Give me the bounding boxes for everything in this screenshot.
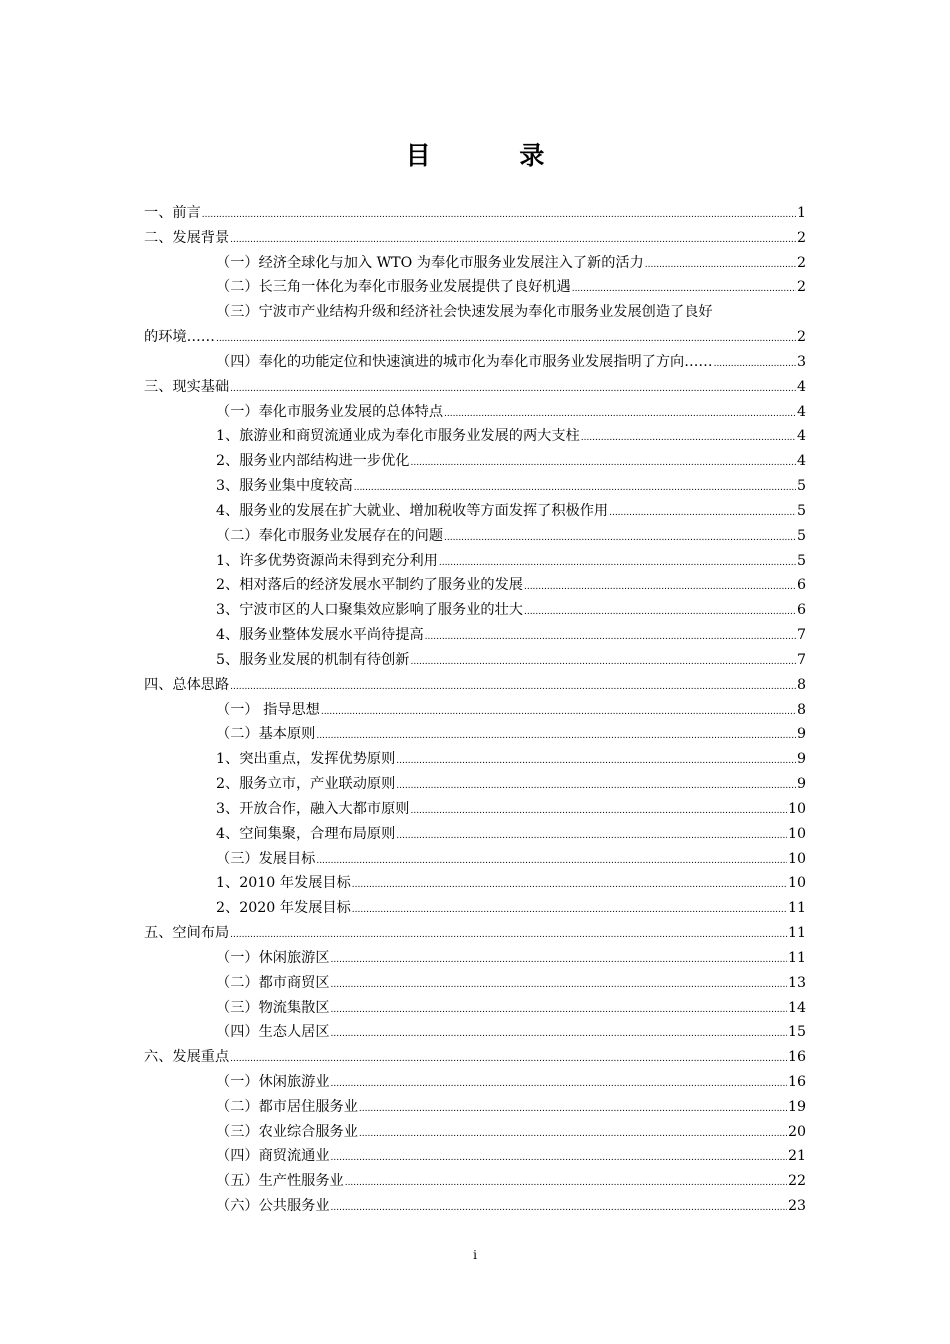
toc-entry-title: 一、前言 (144, 205, 201, 221)
dot-leader (396, 774, 796, 799)
dot-leader (444, 402, 796, 427)
toc-entry[interactable] (144, 400, 806, 425)
toc-entry-title: 五、空间布局 (144, 925, 230, 942)
toc-entry-title: （三）物流集散区 (216, 999, 330, 1016)
toc-page-number: 7 (796, 651, 806, 668)
toc-entry[interactable] (144, 847, 806, 872)
toc-entry[interactable] (144, 1020, 806, 1045)
toc-entry-title: （一）经济全球化与加入 WTO 为奉化市服务业发展注入了新的活力 (216, 254, 644, 271)
toc-entry[interactable] (144, 698, 806, 723)
dot-leader (410, 451, 796, 476)
toc-entry[interactable] (144, 971, 806, 996)
toc-page-number: 5 (796, 552, 806, 569)
toc-entry[interactable] (144, 996, 806, 1021)
toc-entry[interactable] (144, 896, 806, 921)
dot-leader (202, 203, 796, 228)
toc-entry[interactable] (144, 226, 806, 251)
toc-entry[interactable] (144, 275, 806, 300)
toc-page-number: 10 (787, 850, 806, 867)
toc-page-number: 6 (796, 602, 806, 619)
toc-page-number: 10 (787, 800, 806, 817)
toc-entry[interactable] (144, 598, 806, 623)
toc-entry-title: 2、相对落后的经济发展水平制约了服务业的发展 (216, 577, 523, 594)
toc-entry-title: 3、服务业集中度较高 (216, 478, 353, 495)
dot-leader (331, 973, 787, 998)
toc-entry[interactable] (144, 573, 806, 598)
toc-page-number: 20 (787, 1123, 806, 1140)
dot-leader (230, 228, 796, 253)
toc-entry-title: 2、服务业内部结构进一步优化 (216, 453, 410, 470)
toc-page-number: 4 (796, 378, 806, 395)
dot-leader (331, 948, 787, 973)
dot-leader (331, 1072, 787, 1097)
dot-leader (352, 898, 787, 923)
toc-page-number: 22 (787, 1173, 806, 1190)
toc-page-number: 2 (796, 229, 806, 246)
toc-entry[interactable] (144, 524, 806, 549)
toc-page-number: 5 (796, 527, 806, 544)
toc-entry[interactable] (144, 722, 806, 747)
page-number-footer: i (473, 1248, 477, 1262)
toc-entry-title: （三）农业综合服务业 (216, 1123, 358, 1140)
toc-entry[interactable] (144, 499, 806, 524)
toc-entry-title: （四）商贸流通业 (216, 1148, 330, 1165)
toc-entry[interactable] (144, 201, 806, 226)
toc-entry-title: 5、服务业发展的机制有待创新 (216, 651, 410, 668)
toc-entry[interactable] (144, 1070, 806, 1095)
dot-leader (410, 799, 786, 824)
toc-entry-title: （五）生产性服务业 (216, 1173, 344, 1190)
dot-leader (352, 873, 787, 898)
toc-page-number: 5 (796, 478, 806, 495)
toc-entry[interactable] (144, 1095, 806, 1120)
toc-page-number: 16 (787, 1049, 806, 1066)
toc-entry-title: 4、空间集聚，合理布局原则 (216, 825, 396, 842)
dot-leader (316, 724, 796, 749)
dot-leader (396, 749, 796, 774)
dot-leader (230, 675, 796, 700)
toc-page-number: 14 (787, 999, 806, 1016)
dot-leader (345, 1171, 787, 1196)
toc-entry-title: （一）奉化市服务业发展的总体特点 (216, 403, 444, 420)
dot-leader (230, 1047, 787, 1072)
toc-entry-title: 4、服务业的发展在扩大就业、增加税收等方面发挥了积极作用 (216, 502, 609, 519)
toc-page-number: 2 (796, 254, 806, 271)
dot-leader (316, 849, 787, 874)
toc-page-number: 9 (796, 751, 806, 768)
toc-entry-title: （一） 指导思想 (216, 701, 320, 718)
toc-entry-title: 1、旅游业和商贸流通业成为奉化市服务业发展的两大支柱 (216, 428, 580, 445)
toc-page-number: 10 (787, 875, 806, 892)
toc-entry[interactable] (144, 449, 806, 474)
dot-leader (321, 700, 796, 725)
dot-leader (359, 1122, 787, 1147)
dot-leader (230, 377, 796, 402)
dot-leader (216, 327, 796, 352)
toc-page-number: 6 (796, 577, 806, 594)
dot-leader (331, 998, 787, 1023)
toc-page-number: 4 (796, 453, 806, 470)
toc-entry[interactable] (144, 474, 806, 499)
toc-entry[interactable] (144, 549, 806, 574)
toc-page-number: 15 (787, 1024, 806, 1041)
toc-entry[interactable] (144, 871, 806, 896)
toc-entry-title: （一）休闲旅游业 (216, 1073, 330, 1090)
toc-entry-title: 3、开放合作，融入大都市原则 (216, 800, 410, 817)
toc-page-number: 8 (796, 701, 806, 718)
dot-leader (444, 526, 796, 551)
dot-leader (609, 501, 796, 526)
toc-entry-title: 2、2020 年发展目标 (216, 900, 351, 917)
toc-entry-title: 4、服务业整体发展水平尚待提高 (216, 627, 424, 644)
toc-entry[interactable] (144, 797, 806, 822)
toc-page-number: 19 (787, 1098, 806, 1115)
toc-page-number: 4 (796, 428, 806, 445)
toc-entry-title: （三）发展目标 (216, 850, 316, 867)
toc-entry-title: （二）奉化市服务业发展存在的问题 (216, 527, 444, 544)
toc-entry[interactable] (144, 921, 806, 946)
toc-entry[interactable] (144, 424, 806, 449)
toc-entry-title: 1、许多优势资源尚未得到充分利用 (216, 552, 438, 569)
dot-leader (524, 600, 796, 625)
dot-leader (425, 625, 796, 650)
toc-entry-title: （四）生态人居区 (216, 1024, 330, 1041)
toc-page-number: 11 (787, 925, 806, 942)
toc-entry-title: （二）长三角一体化为奉化市服务业发展提供了良好机遇 (216, 279, 571, 296)
toc-entry-title: （二）基本原则 (216, 726, 316, 743)
toc-entry-title: 二、发展背景 (144, 229, 230, 246)
toc-entry-title: 的环境…… (144, 329, 215, 346)
toc-entry-title: （三）宁波市产业结构升级和经济社会快速发展为奉化市服务业发展创造了良好 (216, 304, 713, 321)
toc-entry-title: （六）公共服务业 (216, 1198, 330, 1215)
toc-entry[interactable] (144, 300, 806, 325)
toc-page-number: 10 (787, 825, 806, 842)
table-of-contents (144, 201, 806, 1219)
toc-page-number: 1 (796, 205, 806, 221)
toc-entry[interactable] (144, 1169, 806, 1194)
toc-entry-title: 1、突出重点，发挥优势原则 (216, 751, 396, 768)
toc-entry-title: 2、服务立市，产业联动原则 (216, 776, 396, 793)
toc-page-number: 5 (796, 502, 806, 519)
page-title: 目 录 (405, 141, 585, 170)
toc-entry[interactable] (144, 1194, 806, 1219)
toc-page-number: 8 (796, 676, 806, 693)
toc-entry-title: （四）奉化的功能定位和快速演进的城市化为奉化市服务业发展指明了方向…… (216, 353, 713, 370)
toc-entry-title: 六、发展重点 (144, 1049, 230, 1066)
dot-leader (331, 1022, 787, 1047)
dot-leader (581, 426, 796, 451)
toc-entry[interactable] (144, 822, 806, 847)
toc-page-number: 3 (796, 353, 806, 370)
toc-entry[interactable] (144, 375, 806, 400)
toc-entry[interactable] (144, 1144, 806, 1169)
toc-page-number: 13 (787, 974, 806, 991)
toc-page-number: 23 (787, 1198, 806, 1215)
toc-entry[interactable] (144, 623, 806, 648)
toc-entry[interactable] (144, 350, 806, 375)
toc-entry-title: （二）都市商贸区 (216, 974, 330, 991)
dot-leader (230, 923, 787, 948)
dot-leader (396, 824, 787, 849)
dot-leader (524, 575, 796, 600)
toc-entry-title: 四、总体思路 (144, 676, 230, 693)
toc-entry-title: 1、2010 年发展目标 (216, 875, 351, 892)
toc-page-number: 2 (796, 329, 806, 346)
dot-leader (359, 1097, 787, 1122)
toc-page-number: 4 (796, 403, 806, 420)
toc-entry[interactable] (144, 251, 806, 276)
toc-entry[interactable] (144, 747, 806, 772)
toc-entry[interactable] (144, 1120, 806, 1145)
toc-entry[interactable] (144, 1045, 806, 1070)
dot-leader (572, 277, 796, 302)
toc-entry[interactable] (144, 325, 806, 350)
toc-page-number: 7 (796, 627, 806, 644)
toc-entry-title: （一）休闲旅游区 (216, 949, 330, 966)
toc-page-number: 21 (787, 1148, 806, 1165)
toc-page-number: 2 (796, 279, 806, 296)
toc-entry[interactable] (144, 772, 806, 797)
toc-entry-title: （二）都市居住服务业 (216, 1098, 358, 1115)
dot-leader (410, 650, 796, 675)
dot-leader (331, 1146, 787, 1171)
toc-entry-title: 三、现实基础 (144, 378, 230, 395)
toc-entry[interactable] (144, 946, 806, 971)
toc-page-number: 9 (796, 776, 806, 793)
dot-leader (354, 476, 796, 501)
toc-page-number: 11 (787, 900, 806, 917)
toc-entry[interactable] (144, 648, 806, 673)
toc-entry-title: 3、宁波市区的人口聚集效应影响了服务业的壮大 (216, 602, 523, 619)
toc-page-number: 9 (796, 726, 806, 743)
toc-page-number: 16 (787, 1073, 806, 1090)
dot-leader (331, 1196, 787, 1221)
dot-leader (439, 551, 796, 576)
dot-leader (714, 352, 796, 377)
dot-leader (645, 253, 796, 278)
toc-page-number: 11 (787, 949, 806, 966)
toc-entry[interactable] (144, 673, 806, 698)
